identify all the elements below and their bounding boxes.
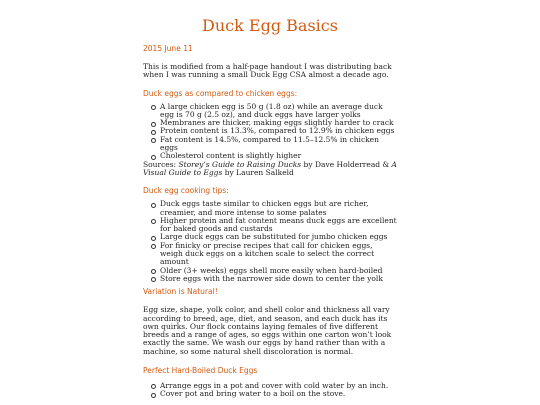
list-item: Arrange eggs in a pot and cover with cold water by an inch. bbox=[160, 382, 397, 390]
list-item: A large chicken egg is 50 g (1.8 oz) while an average duck egg is 70 g (2.5 oz), and duck eggs have larger yolks bbox=[160, 103, 397, 120]
list-item: Large duck eggs can be substituted for jumbo chicken eggs bbox=[160, 233, 397, 241]
page-title: Duck Egg Basics bbox=[202, 16, 338, 35]
list-item: For finicky or precise recipes that call for chicken eggs, weigh duck eggs on a kitchen scale to select the correct amount bbox=[160, 242, 397, 267]
variation-heading: Variation is Natural! bbox=[143, 287, 218, 297]
source-book-1: Storey’s Guide to Raising Ducks bbox=[178, 159, 302, 169]
list-item: Protein content is 13.3%, compared to 12.9% in chicken eggs bbox=[160, 127, 397, 135]
cooking-list bbox=[143, 200, 397, 283]
source-book-2: A Visual Guide to Eggs bbox=[143, 159, 397, 177]
list-item: Membranes are thicker, making eggs slightly harder to crack bbox=[160, 119, 397, 127]
variation-paragraph: Egg size, shape, yolk color, and shell color and thickness all vary according to breed, age, diet, and season, and each duck has its own quirks. Our flock contains laying females of five different breeds and a range of ages, so eggs within one carton won’t look exactly the same. We wash our eggs by hand rather than with a machine, so some natural shell discoloration is normal. bbox=[143, 305, 392, 356]
sources-prefix: Sources: bbox=[143, 159, 179, 169]
sources-line bbox=[143, 161, 397, 178]
comparison-heading: Duck eggs as compared to chicken eggs: bbox=[143, 88, 298, 98]
post-date: 2015 June 11 bbox=[143, 44, 193, 53]
comparison-list bbox=[143, 103, 397, 161]
sources-mid: by Dave Holderread & bbox=[301, 159, 392, 169]
list-item: Higher protein and fat content means duck eggs are excellent for baked goods and custards bbox=[160, 215, 397, 234]
list-item: Older (3+ weeks) eggs shell more easily when hard-boiled bbox=[160, 267, 397, 275]
hardboiled-list bbox=[143, 382, 397, 399]
hardboiled-heading: Perfect Hard-Boiled Duck Eggs bbox=[143, 366, 258, 376]
list-item: Store eggs with the narrower side down to center the yolk bbox=[160, 275, 397, 283]
list-item: Duck eggs taste similar to chicken eggs but are richer, creamier, and more intense to some palates bbox=[160, 200, 397, 217]
sources-suffix: by Lauren Salkeld bbox=[222, 167, 294, 177]
list-item: Cover pot and bring water to a boil on the stove. bbox=[160, 390, 397, 398]
list-item: Cholesterol content is slightly higher bbox=[160, 152, 397, 160]
intro-paragraph: This is modified from a half-page handout I was distributing back when I was running a small Duck Egg CSA almost a decade ago. bbox=[143, 62, 392, 80]
list-item: Fat content is 14.5%, compared to 11.5–12.5% in chicken eggs bbox=[160, 136, 397, 153]
cooking-heading: Duck egg cooking tips: bbox=[143, 186, 229, 196]
